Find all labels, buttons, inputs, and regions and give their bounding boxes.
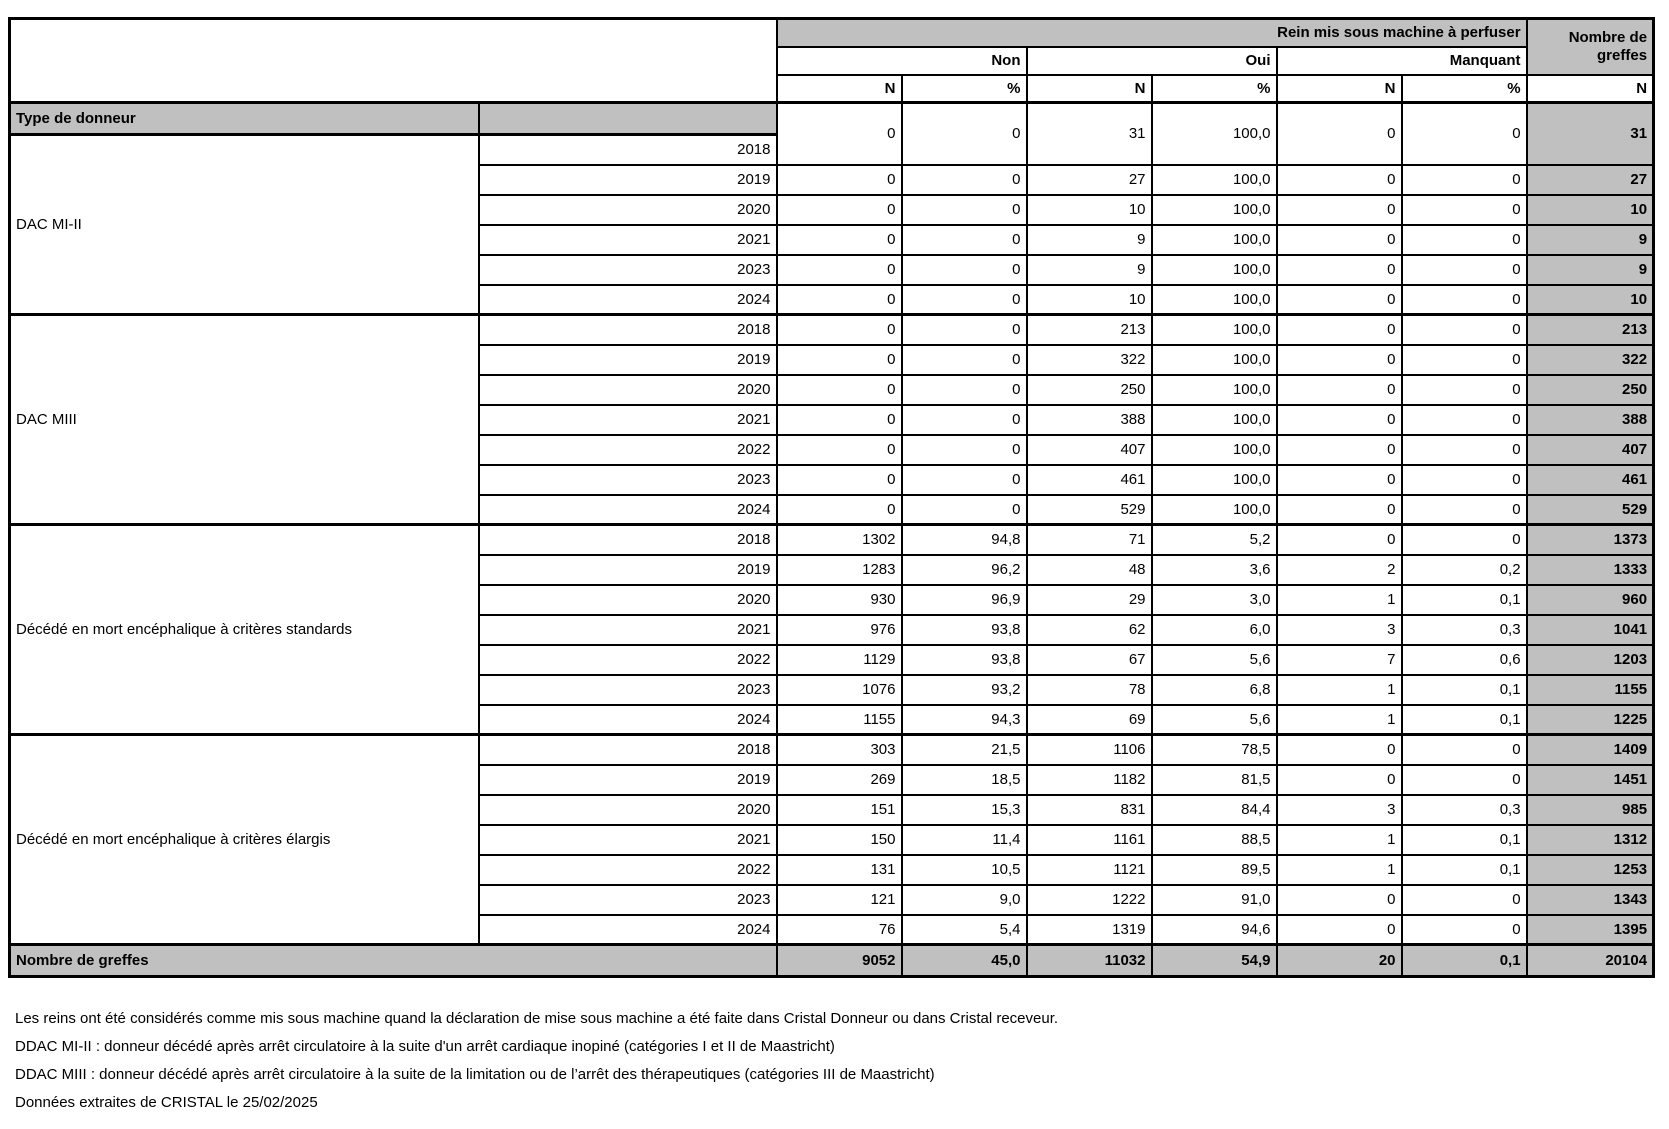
footnote-ddac-mi-ii: DDAC MI-II : donneur décédé après arrêt circulatoire à la suite d'un arrêt cardiaque inopiné (catégories I et II de Maastricht) xyxy=(15,1038,835,1055)
total-mq-pct: 0,1 xyxy=(1402,945,1527,977)
cell-non-n: 121 xyxy=(777,885,902,915)
cell-mq-pct: 0,6 xyxy=(1402,645,1527,675)
cell-mq-pct: 0,3 xyxy=(1402,795,1527,825)
year-cell: 2019 xyxy=(479,345,777,375)
cell-non-n: 76 xyxy=(777,915,902,945)
cell-mq-pct: 0,1 xyxy=(1402,705,1527,735)
cell-non-n: 1302 xyxy=(777,525,902,555)
cell-oui-n: 62 xyxy=(1027,615,1152,645)
footnote-ddac-miii: DDAC MIII : donneur décédé après arrêt circulatoire à la suite de la limitation ou de l’arrêt des thérapeutiques (catégories III de Maastricht) xyxy=(15,1066,935,1083)
year-cell: 2018 xyxy=(479,735,777,765)
col-header-non-n: N xyxy=(777,75,902,103)
cell-non-pct: 21,5 xyxy=(902,735,1027,765)
cell-oui-pct: 5,2 xyxy=(1152,525,1277,555)
year-cell: 2020 xyxy=(479,585,777,615)
year-cell: 2019 xyxy=(479,555,777,585)
cell-oui-n: 388 xyxy=(1027,405,1152,435)
cell-non-pct: 93,8 xyxy=(902,615,1027,645)
cell-total-n: 9 xyxy=(1527,225,1654,255)
cell-oui-pct: 100,0 xyxy=(1152,255,1277,285)
cell-total-n: 10 xyxy=(1527,285,1654,315)
cell-non-pct: 93,8 xyxy=(902,645,1027,675)
cell-oui-pct: 100,0 xyxy=(1152,285,1277,315)
cell-oui-pct: 100,0 xyxy=(1152,225,1277,255)
year-cell: 2022 xyxy=(479,855,777,885)
year-cell: 2023 xyxy=(479,885,777,915)
total-non-n: 9052 xyxy=(777,945,902,977)
cell-oui-pct: 100,0 xyxy=(1152,103,1277,165)
cell-non-n: 0 xyxy=(777,345,902,375)
cell-non-n: 131 xyxy=(777,855,902,885)
cell-mq-n: 0 xyxy=(1277,495,1402,525)
cell-mq-n: 0 xyxy=(1277,195,1402,225)
cell-total-n: 985 xyxy=(1527,795,1654,825)
donor-type-group-label: DAC MI-II xyxy=(10,135,479,315)
cell-mq-n: 0 xyxy=(1277,255,1402,285)
cell-oui-pct: 6,0 xyxy=(1152,615,1277,645)
subheader-non: Non xyxy=(777,47,1027,75)
machine-group-header: Rein mis sous machine à perfuser xyxy=(777,19,1527,47)
subheader-oui: Oui xyxy=(1027,47,1277,75)
cell-non-n: 1155 xyxy=(777,705,902,735)
cell-oui-n: 322 xyxy=(1027,345,1152,375)
col-header-mq-pct: % xyxy=(1402,75,1527,103)
year-cell: 2023 xyxy=(479,675,777,705)
year-cell: 2020 xyxy=(479,375,777,405)
cell-mq-pct: 0 xyxy=(1402,375,1527,405)
cell-mq-pct: 0 xyxy=(1402,465,1527,495)
cell-non-n: 0 xyxy=(777,405,902,435)
cell-mq-pct: 0 xyxy=(1402,195,1527,225)
year-cell: 2021 xyxy=(479,225,777,255)
cell-total-n: 529 xyxy=(1527,495,1654,525)
donor-type-group-label: DAC MIII xyxy=(10,315,479,525)
year-cell: 2019 xyxy=(479,765,777,795)
cell-mq-n: 0 xyxy=(1277,375,1402,405)
cell-non-n: 0 xyxy=(777,225,902,255)
cell-mq-pct: 0,1 xyxy=(1402,855,1527,885)
year-cell: 2021 xyxy=(479,615,777,645)
col-header-oui-pct: % xyxy=(1152,75,1277,103)
cell-non-n: 1129 xyxy=(777,645,902,675)
cell-mq-pct: 0 xyxy=(1402,405,1527,435)
col-header-oui-n: N xyxy=(1027,75,1152,103)
cell-mq-pct: 0 xyxy=(1402,285,1527,315)
cell-mq-pct: 0,1 xyxy=(1402,675,1527,705)
cell-mq-pct: 0 xyxy=(1402,915,1527,945)
year-cell: 2019 xyxy=(479,165,777,195)
cell-total-n: 1395 xyxy=(1527,915,1654,945)
cell-oui-pct: 100,0 xyxy=(1152,315,1277,345)
cell-total-n: 1155 xyxy=(1527,675,1654,705)
cell-mq-pct: 0 xyxy=(1402,255,1527,285)
cell-mq-n: 0 xyxy=(1277,285,1402,315)
cell-total-n: 250 xyxy=(1527,375,1654,405)
cell-non-pct: 11,4 xyxy=(902,825,1027,855)
cell-oui-n: 29 xyxy=(1027,585,1152,615)
cell-non-pct: 10,5 xyxy=(902,855,1027,885)
cell-mq-n: 3 xyxy=(1277,615,1402,645)
cell-non-pct: 0 xyxy=(902,255,1027,285)
cell-oui-n: 10 xyxy=(1027,285,1152,315)
cell-oui-pct: 5,6 xyxy=(1152,645,1277,675)
cell-total-n: 1343 xyxy=(1527,885,1654,915)
cell-mq-pct: 0 xyxy=(1402,315,1527,345)
cell-mq-pct: 0 xyxy=(1402,525,1527,555)
cell-mq-pct: 0,1 xyxy=(1402,825,1527,855)
year-cell: 2021 xyxy=(479,825,777,855)
col-header-total-n: N xyxy=(1527,75,1654,103)
cell-non-n: 0 xyxy=(777,315,902,345)
total-column-header: Nombre de greffes xyxy=(1527,19,1654,75)
cell-oui-n: 1106 xyxy=(1027,735,1152,765)
cell-mq-n: 3 xyxy=(1277,795,1402,825)
cell-mq-pct: 0 xyxy=(1402,885,1527,915)
year-cell: 2018 xyxy=(479,315,777,345)
cell-non-pct: 0 xyxy=(902,165,1027,195)
cell-oui-n: 1161 xyxy=(1027,825,1152,855)
footnotes xyxy=(15,1010,1058,1122)
cell-oui-n: 27 xyxy=(1027,165,1152,195)
cell-oui-pct: 100,0 xyxy=(1152,465,1277,495)
cell-non-pct: 0 xyxy=(902,465,1027,495)
cell-mq-n: 1 xyxy=(1277,855,1402,885)
cell-non-n: 0 xyxy=(777,255,902,285)
type-de-donneur-row xyxy=(10,103,1654,135)
cell-oui-pct: 100,0 xyxy=(1152,375,1277,405)
cell-mq-n: 0 xyxy=(1277,915,1402,945)
year-cell: 2024 xyxy=(479,915,777,945)
year-cell: 2022 xyxy=(479,645,777,675)
cell-oui-pct: 5,6 xyxy=(1152,705,1277,735)
cell-mq-n: 0 xyxy=(1277,885,1402,915)
cell-oui-pct: 100,0 xyxy=(1152,195,1277,225)
cell-oui-pct: 91,0 xyxy=(1152,885,1277,915)
cell-oui-pct: 88,5 xyxy=(1152,825,1277,855)
total-oui-n: 11032 xyxy=(1027,945,1152,977)
cell-oui-pct: 3,0 xyxy=(1152,585,1277,615)
cell-mq-n: 2 xyxy=(1277,555,1402,585)
cell-oui-n: 1121 xyxy=(1027,855,1152,885)
year-cell: 2023 xyxy=(479,255,777,285)
total-non-pct: 45,0 xyxy=(902,945,1027,977)
cell-mq-pct: 0 xyxy=(1402,495,1527,525)
cell-non-pct: 0 xyxy=(902,315,1027,345)
cell-oui-pct: 84,4 xyxy=(1152,795,1277,825)
cell-non-n: 0 xyxy=(777,195,902,225)
cell-mq-pct: 0 xyxy=(1402,765,1527,795)
cell-non-pct: 96,9 xyxy=(902,585,1027,615)
year-cell: 2024 xyxy=(479,495,777,525)
cell-mq-pct: 0 xyxy=(1402,103,1527,165)
cell-mq-n: 0 xyxy=(1277,165,1402,195)
cell-oui-pct: 94,6 xyxy=(1152,915,1277,945)
cell-oui-pct: 100,0 xyxy=(1152,495,1277,525)
cell-non-n: 976 xyxy=(777,615,902,645)
cell-mq-pct: 0,2 xyxy=(1402,555,1527,585)
type-de-donneur-label: Type de donneur xyxy=(10,103,479,135)
cell-mq-n: 0 xyxy=(1277,103,1402,165)
cell-oui-pct: 100,0 xyxy=(1152,435,1277,465)
cell-non-n: 0 xyxy=(777,285,902,315)
cell-non-n: 0 xyxy=(777,375,902,405)
year-cell: 2024 xyxy=(479,285,777,315)
cell-mq-n: 7 xyxy=(1277,645,1402,675)
cell-oui-n: 9 xyxy=(1027,225,1152,255)
cell-mq-n: 0 xyxy=(1277,465,1402,495)
cell-total-n: 388 xyxy=(1527,405,1654,435)
cell-total-n: 31 xyxy=(1527,103,1654,165)
cell-total-n: 1203 xyxy=(1527,645,1654,675)
cell-oui-pct: 100,0 xyxy=(1152,345,1277,375)
cell-non-pct: 0 xyxy=(902,285,1027,315)
cell-oui-n: 529 xyxy=(1027,495,1152,525)
cell-total-n: 1312 xyxy=(1527,825,1654,855)
cell-mq-n: 0 xyxy=(1277,525,1402,555)
cell-oui-pct: 6,8 xyxy=(1152,675,1277,705)
cell-non-n: 303 xyxy=(777,735,902,765)
cell-non-pct: 94,3 xyxy=(902,705,1027,735)
cell-non-pct: 9,0 xyxy=(902,885,1027,915)
total-row-label: Nombre de greffes xyxy=(10,945,777,977)
col-header-mq-n: N xyxy=(1277,75,1402,103)
year-cell: 2024 xyxy=(479,705,777,735)
cell-oui-n: 213 xyxy=(1027,315,1152,345)
cell-non-pct: 0 xyxy=(902,195,1027,225)
year-cell: 2018 xyxy=(479,135,777,165)
cell-non-pct: 0 xyxy=(902,435,1027,465)
cell-non-n: 1076 xyxy=(777,675,902,705)
cell-total-n: 1041 xyxy=(1527,615,1654,645)
cell-total-n: 1373 xyxy=(1527,525,1654,555)
cell-mq-pct: 0,1 xyxy=(1402,585,1527,615)
cell-non-n: 0 xyxy=(777,103,902,165)
cell-mq-n: 1 xyxy=(1277,825,1402,855)
cell-non-n: 0 xyxy=(777,165,902,195)
cell-oui-pct: 100,0 xyxy=(1152,165,1277,195)
cell-total-n: 407 xyxy=(1527,435,1654,465)
header-row-machine xyxy=(10,19,1654,47)
cell-mq-n: 0 xyxy=(1277,435,1402,465)
year-cell: 2018 xyxy=(479,525,777,555)
year-row xyxy=(10,735,1654,765)
cell-mq-n: 0 xyxy=(1277,765,1402,795)
cell-oui-n: 1319 xyxy=(1027,915,1152,945)
cell-total-n: 960 xyxy=(1527,585,1654,615)
cell-oui-n: 48 xyxy=(1027,555,1152,585)
cell-non-n: 269 xyxy=(777,765,902,795)
perfusion-table-container xyxy=(8,17,1655,978)
cell-non-pct: 15,3 xyxy=(902,795,1027,825)
cell-non-pct: 96,2 xyxy=(902,555,1027,585)
year-cell: 2021 xyxy=(479,405,777,435)
cell-non-pct: 0 xyxy=(902,345,1027,375)
total-greffes-n: 20104 xyxy=(1527,945,1654,977)
cell-total-n: 461 xyxy=(1527,465,1654,495)
cell-oui-n: 67 xyxy=(1027,645,1152,675)
cell-total-n: 1333 xyxy=(1527,555,1654,585)
year-cell: 2020 xyxy=(479,195,777,225)
cell-oui-n: 1182 xyxy=(1027,765,1152,795)
cell-total-n: 9 xyxy=(1527,255,1654,285)
cell-non-pct: 0 xyxy=(902,225,1027,255)
cell-non-n: 0 xyxy=(777,495,902,525)
cell-non-pct: 0 xyxy=(902,103,1027,165)
cell-non-n: 150 xyxy=(777,825,902,855)
cell-oui-n: 9 xyxy=(1027,255,1152,285)
footnote-machine-definition: Les reins ont été considérés comme mis sous machine quand la déclaration de mise sous machine a été faite dans Cristal Donneur ou dans Cristal receveur. xyxy=(15,1010,1059,1027)
cell-oui-n: 69 xyxy=(1027,705,1152,735)
cell-oui-n: 71 xyxy=(1027,525,1152,555)
cell-oui-n: 1222 xyxy=(1027,885,1152,915)
cell-oui-n: 250 xyxy=(1027,375,1152,405)
cell-non-n: 151 xyxy=(777,795,902,825)
footnote-extraction-date: Données extraites de CRISTAL le 25/02/2025 xyxy=(15,1094,318,1111)
cell-non-n: 0 xyxy=(777,435,902,465)
col-header-non-pct: % xyxy=(902,75,1027,103)
cell-oui-pct: 100,0 xyxy=(1152,405,1277,435)
cell-total-n: 322 xyxy=(1527,345,1654,375)
cell-mq-n: 1 xyxy=(1277,675,1402,705)
cell-oui-n: 10 xyxy=(1027,195,1152,225)
donor-type-group-label: Décédé en mort encéphalique à critères standards xyxy=(10,525,479,735)
cell-non-n: 0 xyxy=(777,465,902,495)
cell-mq-n: 0 xyxy=(1277,315,1402,345)
cell-oui-n: 461 xyxy=(1027,465,1152,495)
total-oui-pct: 54,9 xyxy=(1152,945,1277,977)
type-de-donneur-spacer xyxy=(479,103,777,135)
cell-mq-pct: 0,3 xyxy=(1402,615,1527,645)
cell-non-pct: 0 xyxy=(902,405,1027,435)
cell-mq-pct: 0 xyxy=(1402,165,1527,195)
cell-oui-n: 831 xyxy=(1027,795,1152,825)
cell-non-pct: 0 xyxy=(902,375,1027,405)
cell-mq-pct: 0 xyxy=(1402,225,1527,255)
cell-mq-n: 0 xyxy=(1277,225,1402,255)
corner-empty-cell xyxy=(10,19,777,103)
cell-oui-n: 407 xyxy=(1027,435,1152,465)
cell-total-n: 27 xyxy=(1527,165,1654,195)
year-row xyxy=(10,525,1654,555)
perfusion-table xyxy=(8,17,1655,978)
cell-total-n: 10 xyxy=(1527,195,1654,225)
cell-mq-pct: 0 xyxy=(1402,345,1527,375)
cell-oui-pct: 81,5 xyxy=(1152,765,1277,795)
cell-total-n: 1409 xyxy=(1527,735,1654,765)
cell-non-n: 930 xyxy=(777,585,902,615)
cell-mq-n: 1 xyxy=(1277,705,1402,735)
cell-oui-n: 31 xyxy=(1027,103,1152,165)
donor-type-group-label: Décédé en mort encéphalique à critères élargis xyxy=(10,735,479,945)
cell-total-n: 1253 xyxy=(1527,855,1654,885)
cell-oui-n: 78 xyxy=(1027,675,1152,705)
year-row xyxy=(10,315,1654,345)
cell-mq-n: 0 xyxy=(1277,735,1402,765)
total-mq-n: 20 xyxy=(1277,945,1402,977)
cell-oui-pct: 89,5 xyxy=(1152,855,1277,885)
cell-total-n: 1225 xyxy=(1527,705,1654,735)
cell-non-pct: 0 xyxy=(902,495,1027,525)
cell-non-pct: 5,4 xyxy=(902,915,1027,945)
cell-mq-n: 1 xyxy=(1277,585,1402,615)
cell-total-n: 213 xyxy=(1527,315,1654,345)
cell-total-n: 1451 xyxy=(1527,765,1654,795)
cell-non-pct: 93,2 xyxy=(902,675,1027,705)
subheader-manquant: Manquant xyxy=(1277,47,1527,75)
cell-oui-pct: 78,5 xyxy=(1152,735,1277,765)
cell-mq-n: 0 xyxy=(1277,405,1402,435)
cell-mq-pct: 0 xyxy=(1402,735,1527,765)
year-cell: 2020 xyxy=(479,795,777,825)
cell-mq-pct: 0 xyxy=(1402,435,1527,465)
year-cell: 2022 xyxy=(479,435,777,465)
total-row xyxy=(10,945,1654,977)
cell-mq-n: 0 xyxy=(1277,345,1402,375)
year-cell: 2023 xyxy=(479,465,777,495)
cell-oui-pct: 3,6 xyxy=(1152,555,1277,585)
cell-non-pct: 18,5 xyxy=(902,765,1027,795)
cell-non-pct: 94,8 xyxy=(902,525,1027,555)
cell-non-n: 1283 xyxy=(777,555,902,585)
